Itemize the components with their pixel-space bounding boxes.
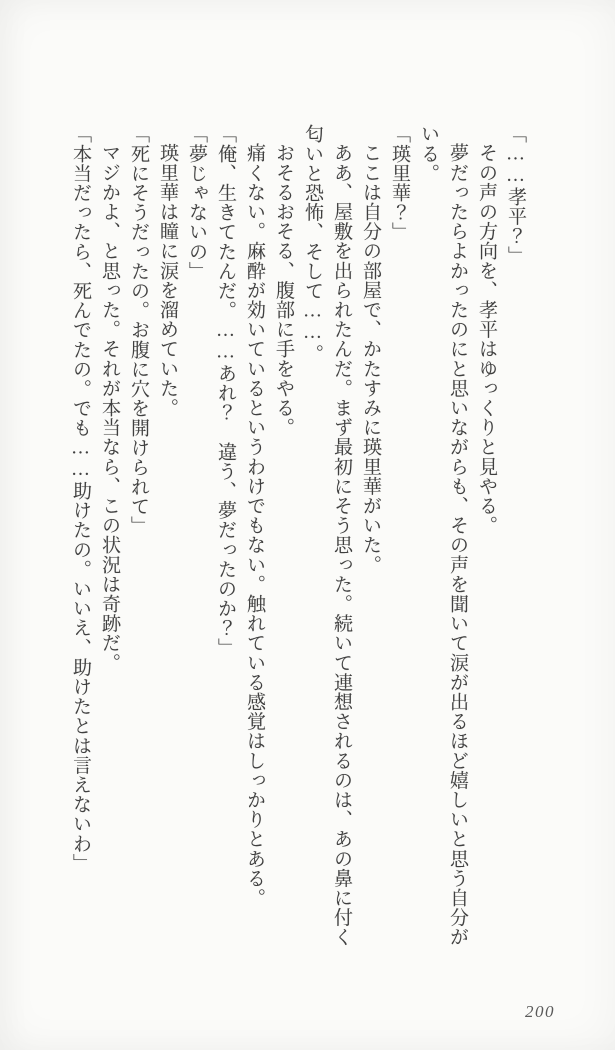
- paragraph-wish-it-was-dream: 夢だったらよかったのにと思いながらも、その声を聞いて涙が出るほど嬉しいと思う自分がいる。: [418, 124, 468, 947]
- paragraph-miracle: マジかよ、と思った。それが本当なら、この状況は奇跡だ。: [99, 143, 120, 673]
- paragraph-dialogue-almost-died: 「死にそうだったの。お腹に穴を開けられて」: [128, 124, 149, 536]
- paragraph-no-pain: 痛くない。麻酔が効いているというわけでもない。触れている感覚はしっかりとある。: [244, 143, 265, 908]
- paragraph-dialogue-im-alive: 「俺、生きてたんだ。……あれ？ 違う、夢だったのか？」: [215, 124, 236, 658]
- page-number: 200: [525, 1002, 555, 1021]
- paragraph-dialogue-saved-you: 「本当だったら、死んでたの。でも……助けたの。いいえ、助けたとは言えないわ」: [70, 124, 91, 873]
- vertical-text-area: [66, 124, 530, 948]
- paragraph-left-mansion: ああ、屋敷を出られたんだ。まず最初にそう思った。続いて連想されるのは、あの鼻に付く匂いと恐怖、そして……。: [302, 124, 352, 947]
- paragraph-touch-abdomen: おそるおそる、腹部に手をやる。: [273, 143, 294, 437]
- paragraph-dialogue-erika: 「瑛里華？」: [389, 124, 410, 242]
- paragraph-own-room: ここは自分の部屋で、かたすみに瑛里華がいた。: [360, 143, 381, 575]
- paragraph-dialogue-kouhei: 「……孝平？」: [505, 124, 526, 266]
- paragraph-tears-in-eyes: 瑛里華は瞳に涙を溜めていた。: [157, 143, 178, 418]
- paragraph-voice-direction: その声の方向を、孝平はゆっくりと見やる。: [476, 143, 497, 535]
- paragraph-dialogue-not-a-dream: 「夢じゃないの」: [186, 124, 207, 281]
